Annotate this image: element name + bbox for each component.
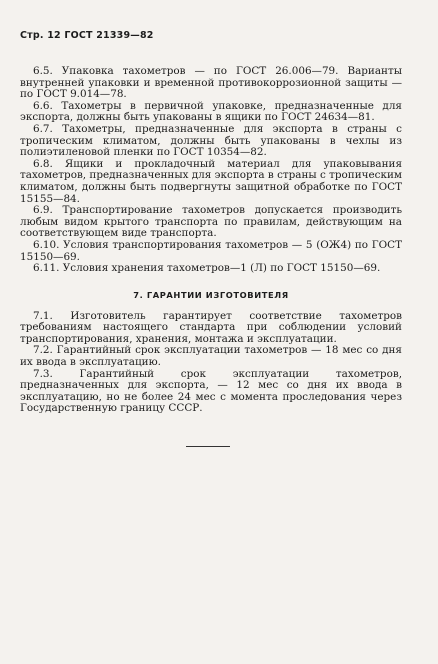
clause-6-7: 6.7. Тахометры, предназначенные для экспорта в страны с тропическим климатом, должны быть упакованы в чехлы из полиэтиленовой пленки по ГОСТ 10354—82. <box>20 122 402 159</box>
section-7-warranty <box>20 311 402 415</box>
section-7-title: 7. ГАРАНТИИ ИЗГОТОВИТЕЛЯ <box>133 289 289 300</box>
clause-7-1: 7.1. Изготовитель гарантирует соответствие тахометров требованиям настоящего стандарта при соблюдении условий транспортирования, хранения, монтажа и эксплуатации. <box>20 309 402 345</box>
clause-7-3: 7.3. Гарантийный срок эксплуатации тахометров, предназначенных для экспорта, — 12 мес со дня их ввода в эксплуатацию, но не более 24 мес с момента проследования через Государственную границу СССР. <box>20 367 402 415</box>
page-content <box>20 66 402 415</box>
clause-6-10: 6.10. Условия транспортирования тахометров — 5 (ОЖ4) по ГОСТ 15150—69. <box>20 238 402 263</box>
section-6-packaging <box>20 66 402 275</box>
clause-7-2: 7.2. Гарантийный срок эксплуатации тахометров — 18 мес со дня их ввода в эксплуатацию. <box>20 344 402 369</box>
clause-6-6: 6.6. Тахометры в первичной упаковке, предназначенные для экспорта, должны быть упакованы в ящики по ГОСТ 24634—81. <box>20 99 402 124</box>
clause-6-8: 6.8. Ящики и прокладочный материал для упаковывания тахометров, предназначенных для экспорта в страны с тропическим климатом, должны быть подвергнуты защитной обработке по ГОСТ 15155—84. <box>20 157 402 205</box>
page-header: Стр. 12 ГОСТ 21339—82 <box>20 30 154 41</box>
clause-6-9: 6.9. Транспортирование тахометров допускается производить любым видом крытого транспорта по правилам, действующим на соответствующем виде транспорта. <box>20 204 402 240</box>
clause-6-11: 6.11. Условия хранения тахометров—1 (Л) по ГОСТ 15150—69. <box>33 262 381 275</box>
clause-6-5: 6.5. Упаковка тахометров — по ГОСТ 26.006—79. Варианты внутренней упаковки и временной противокоррозионной защиты — по ГОСТ 9.014—78. <box>20 65 402 101</box>
end-of-text-rule <box>186 446 230 447</box>
